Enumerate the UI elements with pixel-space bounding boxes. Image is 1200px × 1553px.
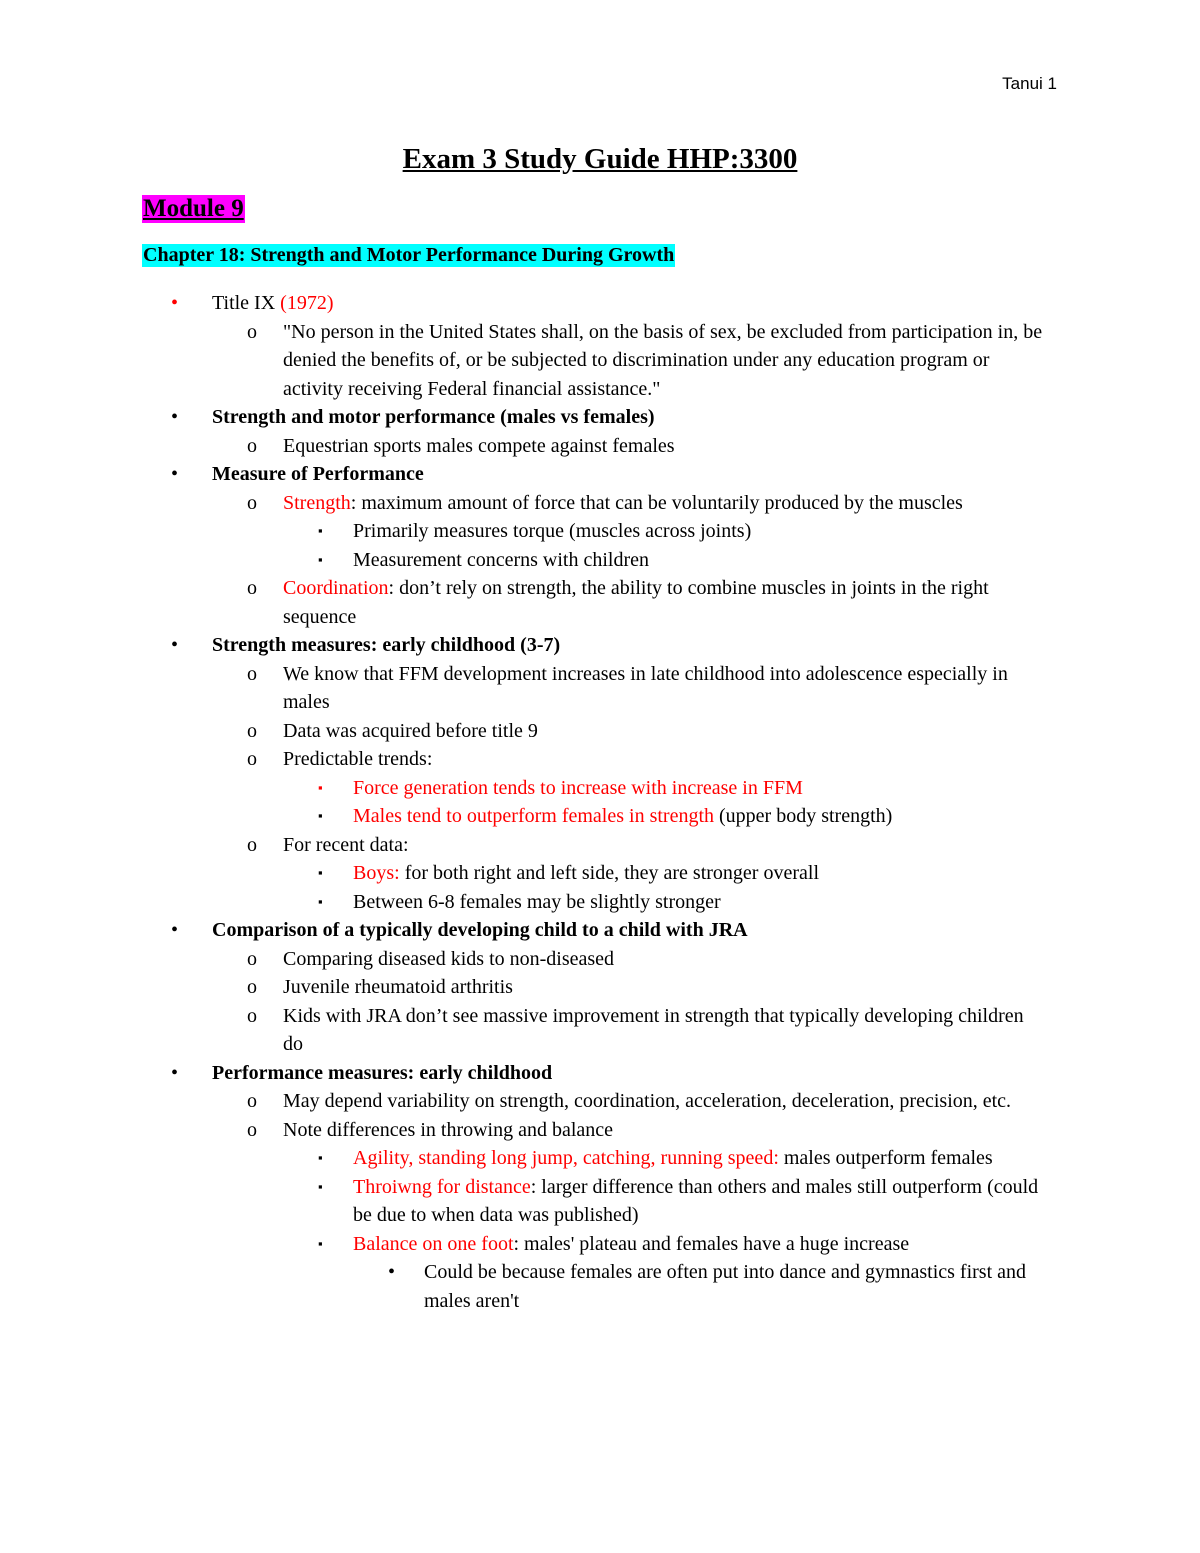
item-text: males outperform females — [778, 1147, 993, 1169]
list-item — [0, 289, 1200, 318]
list-item — [0, 1116, 1200, 1145]
list-item — [0, 945, 1200, 974]
chapter-heading: Chapter 18: Strength and Motor Performance During Growth — [143, 244, 675, 266]
item-text: : males' plateau and females have a huge increase — [513, 1232, 910, 1255]
list-item — [0, 774, 1200, 803]
item-text: May depend variability on strength, coordination, acceleration, deceleration, precision, etc. — [283, 1090, 1012, 1112]
list-item — [0, 802, 1200, 831]
list-item — [0, 517, 1200, 546]
bullet-marker: o — [247, 947, 257, 970]
bullet-marker: ▪ — [318, 523, 323, 538]
item-text-highlight: Agility, standing long jump, catching, running speed: — [353, 1147, 779, 1169]
list-item — [0, 859, 1200, 888]
list-item — [0, 1173, 1200, 1230]
bullet-marker: o — [247, 491, 257, 514]
bullet-marker: ▪ — [318, 1178, 323, 1194]
bullet-marker: o — [247, 976, 257, 998]
list-item — [0, 745, 1200, 774]
bullet-marker: o — [247, 577, 257, 599]
bullet-marker: ▪ — [318, 808, 323, 823]
item-text-highlight: Boys: — [353, 862, 400, 884]
item-text: Data was acquired before title 9 — [283, 719, 538, 742]
item-text-highlight: Strength — [283, 491, 351, 514]
bullet-marker: o — [247, 320, 257, 343]
item-text: Note differences in throwing and balance — [283, 1118, 614, 1141]
bullet-marker: o — [247, 1118, 257, 1141]
item-text-highlight: Balance on one foot — [353, 1232, 514, 1255]
list-item — [0, 460, 1200, 489]
list-item — [0, 1230, 1200, 1259]
item-text: Between 6-8 females may be slightly stronger — [353, 890, 721, 913]
item-text: "No person in the United States shall, on the basis of sex, be excluded from participation in, be denied the benefits of, or be subjected to discrimination under any education program or activity receiving Federal financial assistance." — [283, 320, 1043, 400]
item-text: (upper body strength) — [714, 805, 893, 827]
bullet-marker: o — [247, 1004, 257, 1027]
bullet-marker: • — [171, 292, 179, 314]
bullet-marker: o — [247, 662, 257, 685]
item-text: : maximum amount of force that can be voluntarily produced by the muscles — [350, 491, 963, 514]
list-item — [0, 831, 1200, 860]
item-text: Strength and motor performance (males vs females) — [212, 406, 655, 428]
item-text: Juvenile rheumatoid arthritis — [283, 976, 513, 998]
list-item — [0, 631, 1200, 660]
list-item — [0, 660, 1200, 717]
list-item — [0, 318, 1200, 404]
outline-list — [0, 289, 1200, 1315]
item-text: For recent data: — [283, 833, 409, 856]
list-item — [0, 1258, 1200, 1315]
list-item — [0, 574, 1200, 631]
bullet-marker: ▪ — [318, 551, 323, 567]
item-text: Equestrian sports males compete against females — [283, 434, 675, 457]
item-text: Comparing diseased kids to non-diseased — [283, 947, 615, 970]
page-header-label: Tanui 1 — [1002, 74, 1057, 93]
list-item — [0, 403, 1200, 432]
item-text: Performance measures: early childhood — [212, 1061, 553, 1084]
bullet-marker: ▪ — [318, 865, 323, 880]
bullet-marker: • — [171, 463, 179, 485]
list-item — [0, 1087, 1200, 1116]
item-text-highlight: Throiwng for distance — [353, 1175, 531, 1198]
bullet-marker: ▪ — [318, 1235, 323, 1251]
bullet-marker: ▪ — [318, 1150, 323, 1165]
list-item — [0, 489, 1200, 518]
item-text: Kids with JRA don’t see massive improvement in strength that typically developing children do — [283, 1004, 1024, 1055]
bullet-marker: ▪ — [318, 893, 323, 909]
item-text: Strength measures: early childhood (3-7) — [212, 634, 561, 656]
document-title: Exam 3 Study Guide HHP:3300 — [402, 143, 798, 175]
list-item — [0, 888, 1200, 917]
bullet-marker: o — [247, 719, 257, 742]
bullet-marker: o — [247, 833, 257, 856]
item-text: Predictable trends: — [283, 748, 433, 770]
item-text: Could be because females are often put into dance and gymnastics first and males aren't — [424, 1261, 1027, 1312]
list-item — [0, 1144, 1200, 1173]
item-text: for both right and left side, they are stronger overall — [399, 862, 819, 884]
bullet-marker: • — [171, 406, 179, 428]
list-item — [0, 546, 1200, 575]
item-text: Measure of Performance — [212, 463, 424, 485]
item-text-highlight: Coordination — [283, 577, 389, 599]
item-text-highlight: (1972) — [280, 292, 334, 314]
item-text-highlight: Males tend to outperform females in strength — [353, 805, 715, 827]
bullet-marker: o — [247, 434, 257, 457]
bullet-marker: • — [388, 1261, 396, 1283]
item-text: We know that FFM development increases in late childhood into adolescence especially in males — [283, 662, 1008, 713]
module-heading: Module 9 — [143, 195, 244, 222]
list-item — [0, 916, 1200, 945]
item-text: : larger difference than others and males still outperform (could be due to when data was published) — [353, 1175, 1039, 1226]
list-item — [0, 432, 1200, 461]
bullet-marker: • — [171, 1061, 179, 1084]
list-item — [0, 973, 1200, 1002]
item-text: : don’t rely on strength, the ability to combine muscles in joints in the right sequence — [283, 577, 989, 628]
bullet-marker: • — [171, 634, 179, 656]
item-text: Comparison of a typically developing child to a child with JRA — [212, 919, 748, 941]
bullet-marker: o — [247, 748, 257, 770]
bullet-marker: ▪ — [318, 779, 323, 795]
list-item — [0, 717, 1200, 746]
item-text: Force generation tends to increase with increase in FFM — [353, 776, 803, 799]
list-item — [0, 1002, 1200, 1059]
item-text: Primarily measures torque (muscles across joints) — [353, 520, 752, 542]
bullet-marker: o — [247, 1090, 257, 1112]
list-item — [0, 1059, 1200, 1088]
bullet-marker: • — [171, 919, 179, 941]
item-text: Title IX — [212, 292, 281, 314]
item-text: Measurement concerns with children — [353, 548, 650, 571]
